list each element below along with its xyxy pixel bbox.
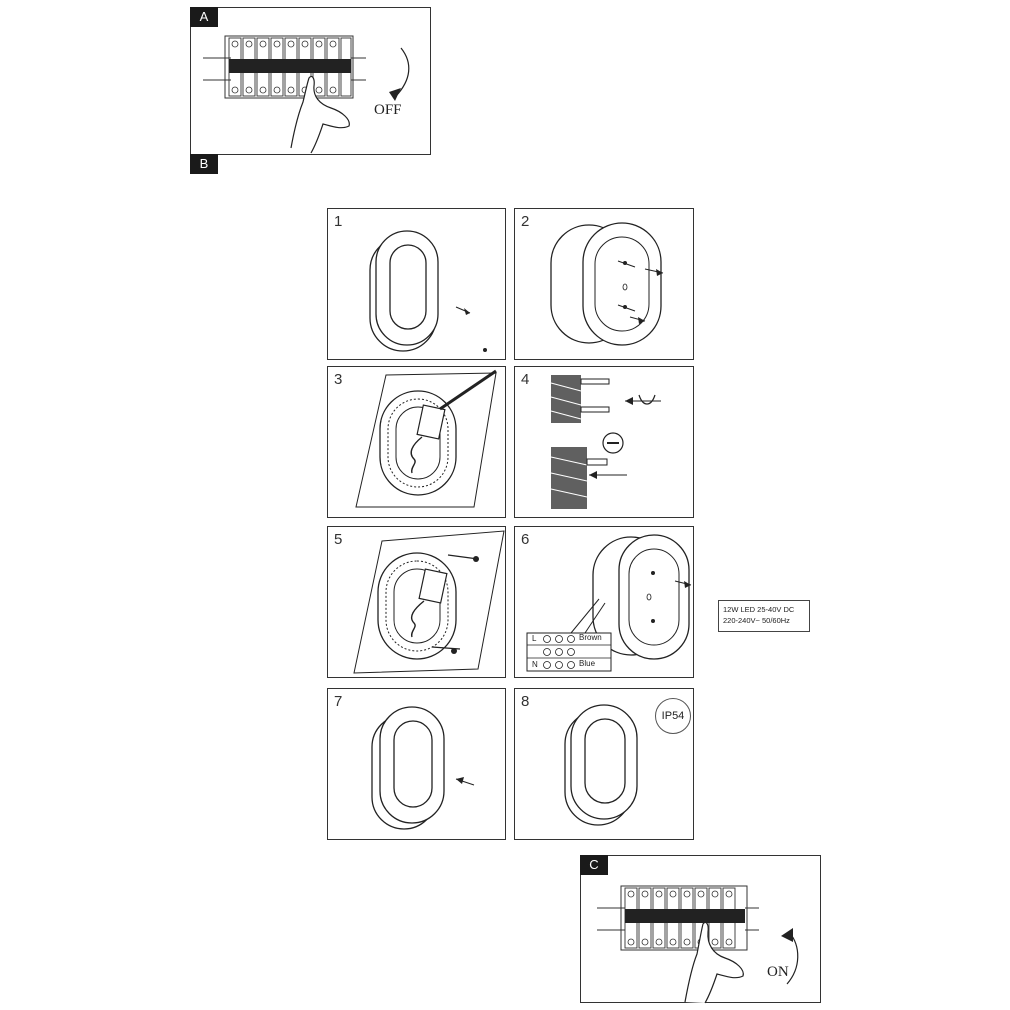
panel-b-tag: B	[190, 154, 218, 174]
step-3-number: 3	[334, 371, 343, 388]
step-4-number: 4	[521, 371, 530, 388]
off-label: OFF	[374, 102, 402, 118]
step-2-panel	[514, 208, 694, 360]
wire-brown-label: Brown	[579, 633, 602, 642]
step-2-number: 2	[521, 213, 530, 230]
panel-c-tag: C	[580, 855, 608, 875]
step-4-panel	[514, 366, 694, 518]
step-1-panel	[327, 208, 506, 360]
step-4-wall-plugs	[515, 367, 695, 519]
wire-l-label: L	[532, 634, 537, 643]
panel-a	[190, 7, 431, 155]
step-7-number: 7	[334, 693, 343, 710]
step-5-number: 5	[334, 531, 343, 548]
spec-label	[718, 600, 810, 632]
panel-c	[580, 855, 821, 1003]
step-5-panel	[327, 526, 506, 678]
step-6-panel	[514, 526, 694, 678]
spec-line-1: 12W LED 25-40V DC	[723, 605, 795, 614]
on-label: ON	[767, 964, 789, 980]
step-6-wiring	[515, 527, 695, 679]
breaker-on-illustration	[581, 856, 822, 1004]
step-1-number: 1	[334, 213, 343, 230]
step-8-number: 8	[521, 693, 530, 710]
wire-blue-label: Blue	[579, 659, 596, 668]
step-1-luminaire	[328, 209, 507, 361]
panel-a-tag: A	[190, 7, 218, 27]
breaker-off-illustration	[191, 8, 432, 156]
wire-n-label: N	[532, 660, 538, 669]
spec-line-2: 220-240V~ 50/60Hz	[723, 616, 790, 625]
step-6-number: 6	[521, 531, 530, 548]
step-7-panel	[327, 688, 506, 840]
step-7-luminaire	[328, 689, 507, 841]
step-5-fix-screws	[328, 527, 507, 679]
step-3-wall-mount	[328, 367, 507, 519]
step-3-panel	[327, 366, 506, 518]
ip54-badge: IP54	[655, 698, 691, 734]
step-2-back-plate	[515, 209, 695, 361]
